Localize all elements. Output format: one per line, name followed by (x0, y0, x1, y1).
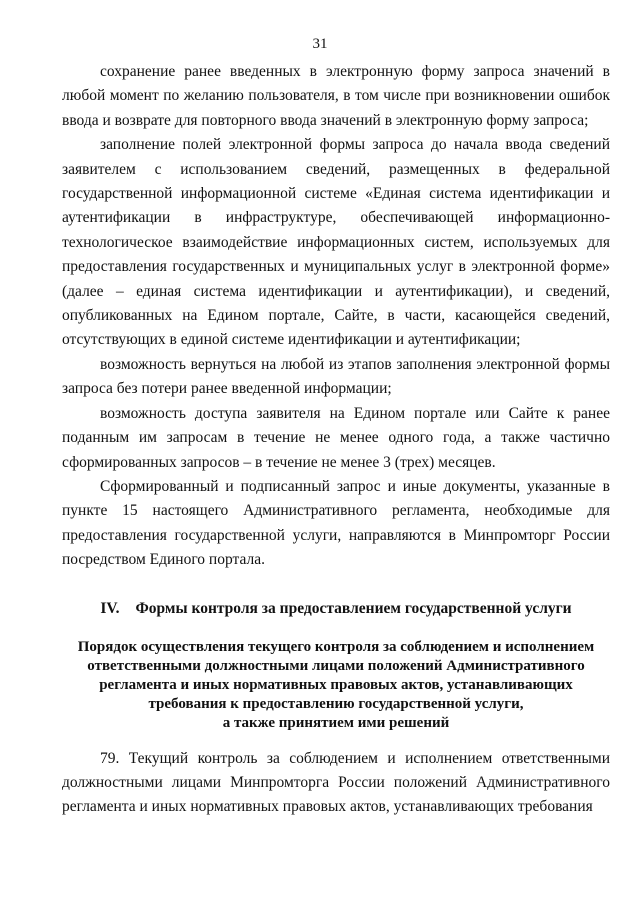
subsection-heading (62, 638, 610, 733)
paragraph-return-step: возможность вернуться на любой из этапов заполнения электронной формы запроса без потери ранее введенной информации; (62, 355, 610, 398)
section-title: Формы контроля за предоставлением государственной услуги (135, 599, 572, 617)
paragraph-79: 79. Текущий контроль за соблюдением и исполнением ответственными должностными лицами Минпромторга России положений Административного регламента и иных нормативных правовых актов, устанавливающих требования (62, 749, 610, 816)
subsection-heading-line: а также принятием ими решений (222, 714, 450, 731)
paragraph-save-values: сохранение ранее введенных в электронную форму запроса значений в любой момент по желанию пользователя, в том числе при возникновении ошибок ввода и возврате для повторного ввода значений в электронную форму запроса; (62, 63, 610, 129)
section-heading (62, 598, 610, 620)
page-number: 31 (312, 36, 328, 52)
paragraph-submitted-request: Сформированный и подписанный запрос и иные документы, указанные в пункте 15 настоящего Административного регламента, необходимые для предоставления государственной услуги, направляются в Минпромторг России посредством Единого портала. (62, 477, 610, 569)
paragraph-access-requests: возможность доступа заявителя на Едином портале или Сайте к ранее поданным им запросам в течение не менее одного года, а также частично сформированных запросов – в течение не менее 3 (трех) месяцев. (62, 404, 610, 471)
subsection-heading-line: ответственными должностными лицами положений Административного (87, 657, 585, 674)
paragraph-fill-fields: заполнение полей электронной формы запроса до начала ввода сведений заявителем с использованием сведений, размещенных в федеральной государственной информационной системе «Единая система идентификации и аутентификации в инфраструктуре, обеспечивающей информационно-технологическое взаимодействие информационных систем, используемых для предоставления государственных и муниципальных услуг в электронной форме» (далее – единая система идентификации и аутентификации), и сведений, опубликованных на Едином портале, Сайте, в части, касающейся сведений, отсутствующих в единой системе идентификации и аутентификации; (62, 136, 610, 349)
section-number: IV. (100, 599, 120, 617)
document-body (62, 60, 610, 820)
subsection-heading-line: требования к предоставлению государственной услуги, (148, 695, 524, 712)
subsection-heading-line: регламента и иных нормативных правовых актов, устанавливающих (99, 676, 573, 693)
subsection-heading-line: Порядок осуществления текущего контроля за соблюдением и исполнением (77, 638, 595, 655)
